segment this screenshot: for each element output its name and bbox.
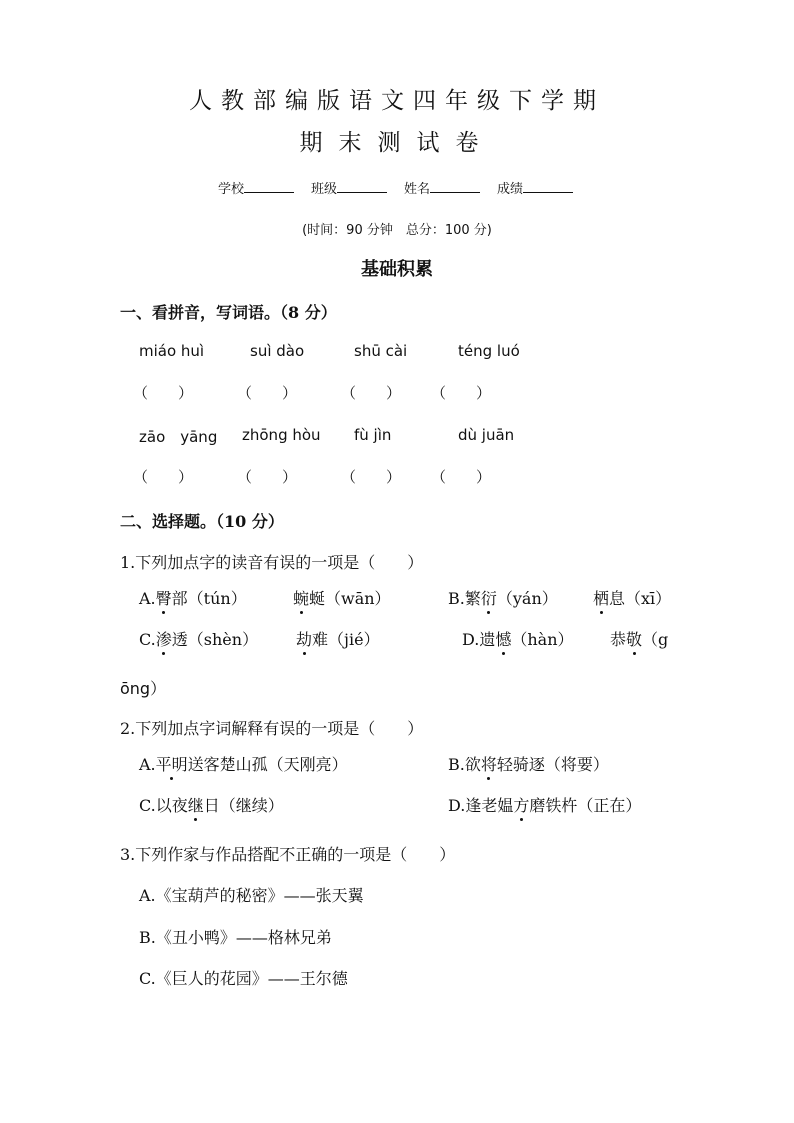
q1-option-b1[interactable] xyxy=(448,586,558,609)
score-blank[interactable] xyxy=(523,180,573,193)
option-text: 恭 xyxy=(610,630,627,649)
pinyin-item: fù jìn xyxy=(354,426,392,444)
option-text: 难（jié） xyxy=(312,630,380,649)
dotted-char: 继 xyxy=(187,796,204,815)
time-note: (时间：90 分钟 总分：100 分) xyxy=(302,223,492,238)
option-text: D.遗 xyxy=(462,630,496,649)
option-text: （hàn） xyxy=(511,630,574,649)
answer-blank[interactable]: （ ） xyxy=(431,384,492,402)
answer-blank[interactable]: （ ） xyxy=(133,468,194,486)
school-label: 学校 xyxy=(218,182,245,197)
exam-subtitle: 期末测试卷 xyxy=(299,130,495,156)
dotted-char: 栖 xyxy=(593,589,610,608)
dotted-char: 将 xyxy=(480,755,497,774)
pinyin-item: téng luó xyxy=(458,342,520,360)
option-text: A. xyxy=(139,589,156,608)
pinyin-item: dù juān xyxy=(458,426,515,444)
option-text: C. xyxy=(139,630,156,649)
option-text: 送客楚山孤（天刚亮） xyxy=(187,755,348,774)
option-text: 透（shèn） xyxy=(171,630,259,649)
q1-option-c2 xyxy=(296,627,380,650)
class-field xyxy=(311,178,387,197)
option-text: B.欲 xyxy=(448,755,481,774)
answer-blank[interactable]: （ ） xyxy=(341,384,402,402)
answer-blank[interactable]: （ ） xyxy=(341,468,402,486)
dotted-char: 臀 xyxy=(155,589,172,608)
dotted-char: 劫 xyxy=(296,630,313,649)
option-text: A. xyxy=(139,755,156,774)
pinyin-item: suì dào xyxy=(250,342,305,360)
q1-option-d1[interactable] xyxy=(462,627,574,650)
q1-option-b2 xyxy=(593,586,671,609)
q2-option-c[interactable] xyxy=(139,793,284,816)
q1-option-d2-wrap: ōng） xyxy=(120,679,167,698)
answer-blank[interactable]: （ ） xyxy=(237,384,298,402)
answer-blank[interactable]: （ ） xyxy=(431,468,492,486)
name-field xyxy=(404,178,480,197)
dotted-char: 方 xyxy=(513,796,530,815)
option-text: 轻骑逐（将要） xyxy=(496,755,609,774)
q1-option-a1[interactable] xyxy=(139,586,247,609)
school-blank[interactable] xyxy=(244,180,294,193)
answer-blank[interactable]: （ ） xyxy=(133,384,194,402)
part2-heading: 二、选择题。（10 分） xyxy=(120,512,284,531)
option-text: 日（继续） xyxy=(203,796,284,815)
class-blank[interactable] xyxy=(337,180,387,193)
option-text: B.繁 xyxy=(448,589,481,608)
option-text: D.逢老媪 xyxy=(448,796,514,815)
part1-heading: 一、看拼音，写词语。（8 分） xyxy=(120,303,337,322)
dotted-char: 憾 xyxy=(495,630,512,649)
q1-option-d2 xyxy=(610,627,668,650)
option-text: 磨铁杵（正在） xyxy=(529,796,642,815)
dotted-char: 平明 xyxy=(155,755,188,774)
q2-option-a[interactable] xyxy=(139,752,348,775)
school-field xyxy=(218,178,294,197)
dotted-char: 敬 xyxy=(626,630,643,649)
class-label: 班级 xyxy=(311,182,338,197)
option-text: 蜒（wān） xyxy=(309,589,391,608)
q2-option-d[interactable] xyxy=(448,793,641,816)
pinyin-item: miáo huì xyxy=(139,342,205,360)
score-label: 成绩 xyxy=(497,182,524,197)
name-blank[interactable] xyxy=(430,180,480,193)
q1-option-c1[interactable] xyxy=(139,627,258,650)
q3-option-c[interactable]: C.《巨人的花园》——王尔德 xyxy=(139,969,348,988)
pinyin-item: zhōng hòu xyxy=(242,426,321,444)
question-2-stem: 2.下列加点字词解释有误的一项是（ ） xyxy=(120,719,424,738)
pinyin-item: shū cài xyxy=(354,342,408,360)
exam-title: 人教部编版语文四年级下学期 xyxy=(189,88,605,114)
q1-option-a2 xyxy=(293,586,391,609)
answer-blank[interactable]: （ ） xyxy=(237,468,298,486)
dotted-char: 蜿 xyxy=(293,589,310,608)
option-text: C.以夜 xyxy=(139,796,188,815)
question-1-stem: 1.下列加点字的读音有误的一项是（ ） xyxy=(120,553,424,572)
name-label: 姓名 xyxy=(404,182,431,197)
q2-option-b[interactable] xyxy=(448,752,609,775)
option-text: 息（xī） xyxy=(609,589,672,608)
pinyin-item: zāo yāng xyxy=(139,428,218,446)
option-text: （g xyxy=(642,630,669,649)
dotted-char: 衍 xyxy=(480,589,497,608)
option-text: 部（tún） xyxy=(171,589,247,608)
option-text: （yán） xyxy=(496,589,558,608)
q3-option-b[interactable]: B.《丑小鸭》——格林兄弟 xyxy=(139,928,332,947)
score-field xyxy=(497,178,573,197)
dotted-char: 渗 xyxy=(155,630,172,649)
q3-option-a[interactable]: A.《宝葫芦的秘密》——张天翼 xyxy=(139,886,364,905)
question-3-stem: 3.下列作家与作品搭配不正确的一项是（ ） xyxy=(120,845,456,864)
section-title: 基础积累 xyxy=(361,259,433,280)
